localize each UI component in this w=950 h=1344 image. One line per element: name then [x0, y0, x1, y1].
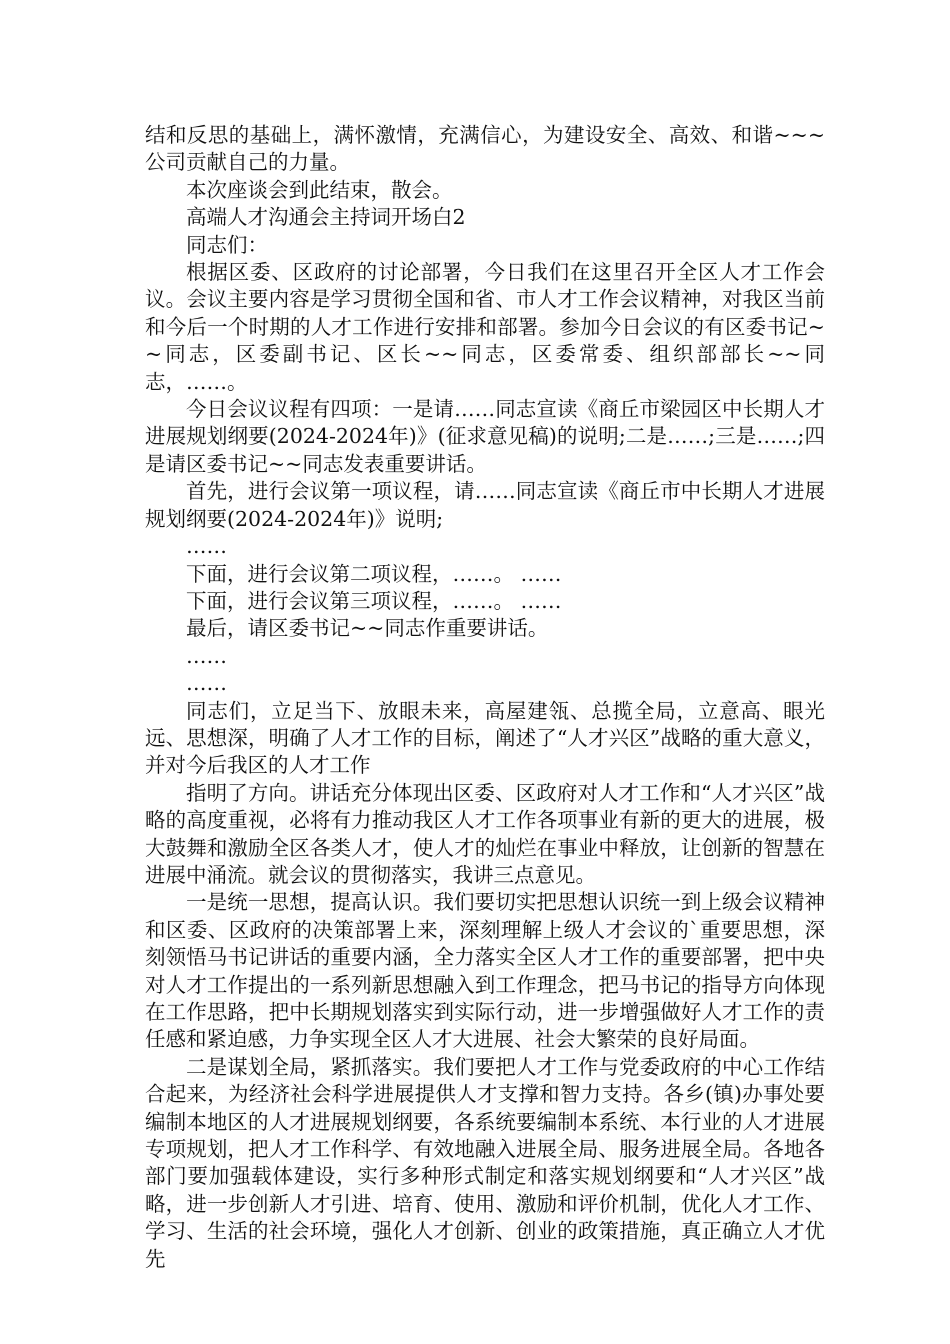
paragraph: 结和反思的基础上，满怀激情，充满信心，为建设安全、高效、和谐~~~公司贡献自己的力量。	[145, 123, 825, 175]
paragraph: ……	[186, 671, 227, 696]
paragraph: 根据区委、区政府的讨论部署，今日我们在这里召开全区人才工作会议。会议主要内容是学习贯彻全国和省、市人才工作会议精神，对我区当前和今后一个时期的人才工作进行安排和部署。参加今日会议的有区委书记~~同志，区委副书记、区长~~同志，区委常委、组织部部长~~同志，……。	[145, 260, 825, 394]
document-page	[145, 122, 825, 1273]
paragraph: ……	[186, 534, 227, 559]
paragraph: 同志们，立足当下、放眼未来，高屋建瓴、总揽全局，立意高、眼光远、思想深，明确了人才工作的目标，阐述了“人才兴区”战略的重大意义，并对今后我区的人才工作	[145, 698, 825, 778]
paragraph: ……	[186, 643, 227, 668]
paragraph: 下面，进行会议第二项议程，……。 ……	[186, 561, 562, 586]
paragraph: 一是统一思想，提高认识。我们要切实把思想认识统一到上级会议精神和区委、区政府的决策部署上来，深刻理解上级人才会议的`重要思想，深刻领悟马书记讲话的重要内涵，全力落实全区人才工作的重要部署，把中央对人才工作提出的一系列新思想融入到工作理念，把马书记的指导方向体现在工作思路，把中长期规划落实到实际行动，进一步增强做好人才工作的责任感和紧迫感，力争实现全区人才大进展、社会大繁荣的良好局面。	[145, 890, 825, 1052]
paragraph: 下面，进行会议第三项议程，……。 ……	[186, 588, 562, 613]
paragraph: 指明了方向。讲话充分体现出区委、区政府对人才工作和“人才兴区”战略的高度重视，必将有力推动我区人才工作各项事业有新的更大的进展，极大鼓舞和激励全区各类人才，使人才的灿烂在事业中释放，让创新的智慧在进展中涌流。就会议的贯彻落实，我讲三点意见。	[145, 780, 825, 887]
paragraph: 高端人才沟通会主持词开场白2	[186, 205, 466, 230]
paragraph: 最后，请区委书记~~同志作重要讲话。	[186, 616, 549, 641]
paragraph: 本次座谈会到此结束，散会。	[186, 177, 453, 202]
paragraph: 今日会议议程有四项：一是请……同志宣读《商丘市梁园区中长期人才进展规划纲要(2024-2024年)》(征求意见稿)的说明;二是……;三是……;四是请区委书记~~同志发表重要讲话。	[145, 397, 825, 476]
paragraph: 二是谋划全局，紧抓落实。我们要把人才工作与党委政府的中心工作结合起来，为经济社会科学进展提供人才支撑和智力支持。各乡(镇)办事处要编制本地区的人才进展规划纲要，各系统要编制本系统、本行业的人才进展专项规划，把人才工作科学、有效地融入进展全局、服务进展全局。各地各部门要加强载体建设，实行多种形式制定和落实规划纲要和“人才兴区”战略，进一步创新人才引进、培育、使用、激励和评价机制，优化人才工作、学习、生活的社会环境，强化人才创新、创业的政策措施，真正确立人才优先	[145, 1054, 825, 1271]
paragraph: 首先，进行会议第一项议程，请……同志宣读《商丘市中长期人才进展规划纲要(2024-2024年)》说明;	[145, 479, 825, 531]
paragraph: 同志们：	[186, 232, 268, 257]
